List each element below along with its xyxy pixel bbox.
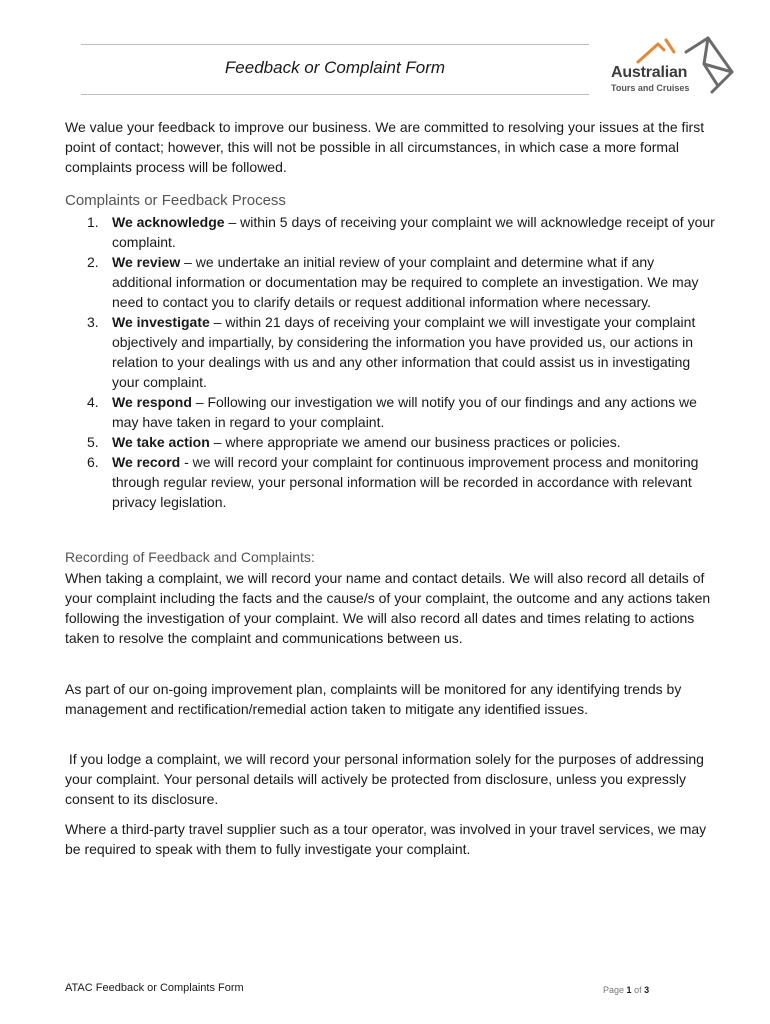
footer-page-number: [603, 985, 649, 995]
step-title: We record: [112, 454, 181, 470]
step-number: 4.: [87, 394, 99, 410]
page-current: 1: [626, 985, 632, 995]
recording-paragraph-3: If you lodge a complaint, we will record your personal information solely for the purposes of addressing your complaint. Your personal details will actively be protected from disclosure, unless you expressly consent to its disclosure.: [65, 751, 708, 807]
step-title: We take action: [112, 434, 210, 450]
process-heading: Complaints or Feedback Process: [65, 192, 286, 209]
intro-paragraph: We value your feedback to improve our business. We are committed to resolving your issues at the first point of contact; however, this will not be possible in all circumstances, in which case a more formal complaints process will be followed.: [65, 119, 705, 175]
step-number: 3.: [87, 314, 99, 330]
page-label: Page: [603, 985, 625, 995]
list-item: [65, 432, 715, 452]
logo-wordmark: Australian: [611, 64, 688, 81]
recording-paragraph-2: As part of our on-going improvement plan, complaints will be monitored for any identifying trends by management and rectification/remedial action taken to mitigate any identified issues.: [65, 681, 682, 717]
list-item: [65, 312, 715, 392]
process-steps-list: [65, 212, 715, 512]
step-number: 6.: [87, 454, 99, 470]
step-number: 5.: [87, 434, 99, 450]
page-total: 3: [644, 985, 650, 995]
step-text: – Following our investigation we will notify you of our findings and any actions we may have taken in regard to your complaint.: [112, 394, 697, 430]
step-text: – within 5 days of receiving your complaint we will acknowledge receipt of your complaint.: [112, 214, 715, 250]
step-text: – where appropriate we amend our business practices or policies.: [209, 434, 621, 450]
list-item: [65, 252, 715, 312]
company-logo: [608, 34, 740, 96]
list-item: [65, 452, 715, 512]
step-number: 1.: [87, 214, 99, 230]
recording-paragraph-4: Where a third-party travel supplier such as a tour operator, was involved in your travel services, we may be required to speak with them to fully investigate your complaint.: [65, 821, 707, 857]
step-text: – within 21 days of receiving your complaint we will investigate your complaint objectively and impartially, by considering the information you have provided us, our actions in relation to your dealings with us and any other information that could assist us in investigating your complaint.: [112, 314, 696, 390]
list-item: [65, 392, 715, 432]
list-item: [65, 212, 715, 252]
recording-heading: Recording of Feedback and Complaints:: [65, 549, 315, 565]
logo-tagline: Tours and Cruises: [611, 83, 690, 93]
footer-document-name: ATAC Feedback or Complaints Form: [65, 982, 244, 994]
header-rule-top: [81, 44, 589, 45]
step-text: - we will record your complaint for continuous improvement process and monitoring through regular review, your personal information will be recorded in accordance with relevant privacy legislation.: [112, 454, 699, 510]
step-title: We respond: [112, 394, 192, 410]
page-title: Feedback or Complaint Form: [224, 58, 446, 77]
step-title: We review: [112, 254, 181, 270]
step-number: 2.: [87, 254, 99, 270]
step-title: We acknowledge: [112, 214, 225, 230]
page-of: of: [634, 985, 642, 995]
step-text: – we undertake an initial review of your complaint and determine what if any additional information or documentation may be required to complete an investigation. We may need to contact you to clarify details or request additional information where necessary.: [112, 254, 699, 310]
header-rule-bottom: [81, 94, 589, 95]
step-title: We investigate: [112, 314, 210, 330]
recording-paragraph-1: When taking a complaint, we will record your name and contact details. We will also record all details of your complaint including the facts and the cause/s of your complaint, the outcome and any actions taken following the investigation of your complaint. We will also record all dates and times relating to actions taken to resolve the complaint and communications between us.: [65, 570, 711, 646]
